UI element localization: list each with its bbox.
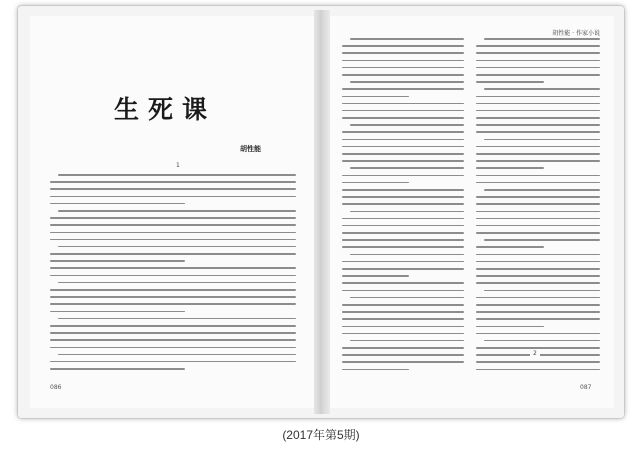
text-line — [50, 260, 185, 262]
text-line — [476, 182, 600, 184]
text-line — [350, 167, 464, 169]
author-name: 胡性能 — [240, 145, 261, 153]
text-line — [476, 45, 600, 47]
text-line — [342, 88, 464, 90]
text-line — [342, 182, 409, 184]
story-title: 生死课 — [114, 95, 217, 124]
book-gutter — [314, 10, 330, 414]
text-line — [58, 210, 296, 212]
text-line — [342, 333, 464, 335]
text-line — [342, 196, 464, 198]
text-line — [476, 304, 600, 306]
text-line — [342, 131, 464, 133]
text-line — [50, 181, 296, 183]
text-line — [476, 196, 600, 198]
text-line — [476, 282, 600, 284]
text-line — [342, 45, 464, 47]
text-line — [50, 303, 296, 305]
text-line — [484, 139, 600, 141]
text-line — [50, 275, 296, 277]
section-number: 1 — [176, 162, 180, 169]
text-line — [342, 326, 464, 328]
text-line — [50, 224, 296, 226]
text-line — [476, 311, 600, 313]
text-line — [50, 253, 296, 255]
text-line — [476, 167, 544, 169]
left-page — [30, 16, 314, 408]
right-page — [330, 16, 614, 408]
text-line — [342, 268, 464, 270]
text-line — [342, 246, 464, 248]
left-page-number: 086 — [50, 384, 62, 391]
text-line — [350, 38, 464, 40]
text-line — [342, 110, 464, 112]
text-line — [342, 74, 464, 76]
text-line — [476, 131, 600, 133]
text-line — [476, 211, 600, 213]
running-header: 胡性能 · 作家小说 — [552, 30, 600, 37]
text-line — [342, 311, 464, 313]
text-line — [476, 225, 600, 227]
text-line — [50, 368, 185, 370]
text-line — [476, 74, 600, 76]
magazine-spread — [18, 6, 624, 418]
text-line — [476, 275, 600, 277]
text-line — [350, 254, 464, 256]
text-line — [342, 304, 464, 306]
text-line — [476, 153, 600, 155]
text-line — [50, 311, 185, 313]
text-line — [342, 318, 464, 320]
text-line — [484, 88, 600, 90]
text-line — [50, 232, 296, 234]
text-line — [476, 52, 600, 54]
text-line — [476, 361, 600, 363]
text-line — [50, 339, 296, 341]
text-line — [350, 81, 464, 83]
text-line — [342, 218, 464, 220]
section-number-2: 2 — [530, 350, 540, 357]
text-line — [58, 354, 296, 356]
text-line — [342, 103, 464, 105]
text-line — [342, 225, 464, 227]
text-line — [476, 218, 600, 220]
text-line — [342, 60, 464, 62]
left-body-text — [50, 174, 296, 375]
text-line — [476, 203, 600, 205]
text-line — [50, 239, 296, 241]
text-line — [476, 81, 544, 83]
text-line — [342, 261, 464, 263]
text-line — [476, 268, 600, 270]
text-line — [50, 289, 296, 291]
text-line — [50, 347, 296, 349]
text-line — [484, 38, 600, 40]
text-line — [476, 110, 600, 112]
text-line — [476, 261, 600, 263]
text-line — [484, 340, 600, 342]
text-line — [342, 160, 464, 162]
text-line — [342, 282, 464, 284]
text-line — [342, 369, 409, 371]
text-line — [50, 325, 296, 327]
text-line — [476, 146, 600, 148]
text-line — [58, 246, 296, 248]
text-line — [350, 211, 464, 213]
text-line — [476, 232, 600, 234]
text-line — [342, 239, 464, 241]
text-line — [484, 239, 600, 241]
text-line — [58, 282, 296, 284]
text-line — [476, 246, 544, 248]
right-page-number: 087 — [580, 384, 592, 391]
text-line — [50, 332, 296, 334]
text-line — [476, 103, 600, 105]
text-line — [50, 267, 296, 269]
text-line — [342, 117, 464, 119]
text-line — [58, 318, 296, 320]
text-line — [342, 275, 409, 277]
text-line — [342, 139, 464, 141]
text-line — [350, 340, 464, 342]
text-line — [342, 203, 464, 205]
text-line — [484, 189, 600, 191]
text-line — [342, 361, 464, 363]
text-line — [476, 124, 600, 126]
text-line — [342, 67, 464, 69]
text-line — [58, 174, 296, 176]
text-line — [476, 160, 600, 162]
text-line — [50, 361, 296, 363]
text-line — [476, 117, 600, 119]
text-line — [476, 297, 600, 299]
right-body-text-column-2 — [476, 38, 600, 376]
text-line — [342, 96, 409, 98]
text-line — [342, 290, 464, 292]
text-line — [476, 254, 600, 256]
text-line — [50, 196, 296, 198]
text-line — [476, 326, 544, 328]
text-line — [50, 203, 185, 205]
text-line — [50, 296, 296, 298]
text-line — [342, 347, 464, 349]
right-body-text-column-1 — [342, 38, 464, 376]
issue-caption: (2017年第5期) — [282, 428, 360, 442]
text-line — [476, 96, 600, 98]
text-line — [350, 124, 464, 126]
text-line — [350, 297, 464, 299]
text-line — [342, 175, 464, 177]
text-line — [476, 333, 600, 335]
text-line — [342, 146, 464, 148]
text-line — [342, 354, 464, 356]
text-line — [342, 232, 464, 234]
text-line — [50, 217, 296, 219]
text-line — [476, 175, 600, 177]
text-line — [342, 153, 464, 155]
text-line — [476, 369, 600, 371]
text-line — [342, 52, 464, 54]
text-line — [476, 60, 600, 62]
text-line — [342, 189, 464, 191]
text-line — [50, 188, 296, 190]
text-line — [476, 347, 600, 349]
text-line — [476, 318, 600, 320]
text-line — [484, 290, 600, 292]
text-line — [476, 67, 600, 69]
